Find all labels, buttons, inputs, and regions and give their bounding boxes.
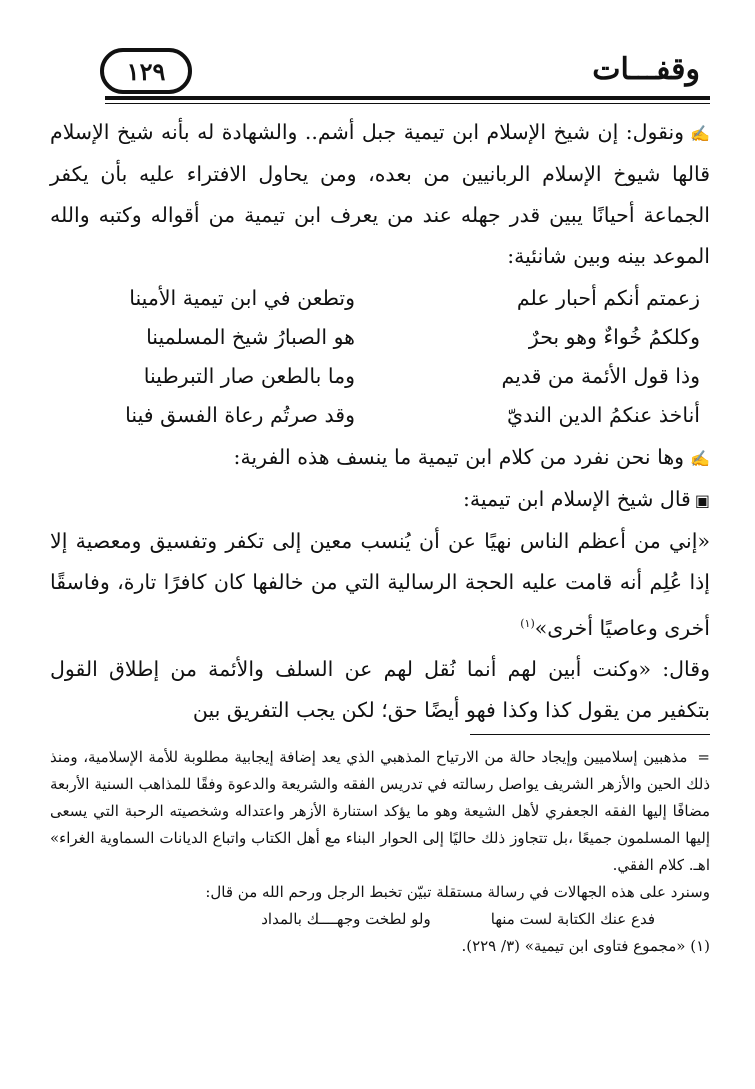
pen-icon: ✍ [690,449,710,468]
paragraph-1 [50,112,710,277]
footnote-1 [50,933,710,960]
verse-second-half: هو الصبارُ شيخ المسلمينا [146,325,355,349]
paragraph-3-text: قال شيخ الإسلام ابن تيمية: [462,487,691,511]
footnote-separator [470,734,710,735]
paragraph-3 [50,479,710,521]
verse-first-half: فدع عنك الكتابة لست منها [490,910,655,928]
page-number-text: ١٢٩ [126,56,166,86]
page-number [100,48,192,94]
poem-verse [50,396,710,435]
verse-first-half: وكلكمُ خُواءٌ وهو بحرٌ [528,325,700,349]
header-rule [105,96,710,100]
quote-paragraph [50,521,710,649]
pen-icon: ✍ [690,124,710,143]
footnote-ref: (١) [520,617,535,630]
footnote-1-text: (١) «مجموع فتاوى ابن تيمية» (٣/ ٢٢٩). [461,937,710,955]
verse-second-half: ولو لطخت وجهــــك بالمداد [261,910,431,928]
poem-verse [50,279,710,318]
footnote-reply [50,879,710,906]
paragraph-2 [50,437,710,479]
quote-text: «إني من أعظم الناس نهيًا عن أن يُنسب معين إلى تكفر وتفسيق ومعصية إلا إذا عُلِم أنه قامت عليه الحجة الرسالية التي من خالفها كان كافرًا تارة، وفاسقًا أخرى وعاصيًا أخرى» [50,529,710,640]
poem [50,279,710,435]
header-rule-thin [105,103,710,104]
verse-second-half: وتطعن في ابن تيمية الأمينا [129,286,355,310]
verse-first-half: أناخذ عنكمُ الدين النديّ [507,403,700,427]
verse-first-half: زعمتم أنكم أحبار علم [516,286,700,310]
footnotes [50,744,710,960]
footnote-continuation [50,744,710,879]
footnote-continuation-text: مذهبين إسلاميين وإيجاد حالة من الارتياح المذهبي الذي يعد إضافة إيجابية مطلوبة للأمة الإسلامية، ومنذ ذلك الحين والأزهر الشريف يواصل رسالته في تدريس الفقه والشريعة والدعوة وفقًا للمذاهب السنية الأربعة مضافًا إليها الفقه الجعفري لأهل الشيعة وهو ما يؤكد استنارة الأزهر واعتداله وشخصيته الرحبة التي يسعى إليها المسلمون جميعًا ،بل تتجاوز ذلك حاليًا إلى الحوار البناء مع أهل الكتاب واتباع الديانات السماوية الغراء» اهـ. كلام الفقي. [50,748,710,874]
continuation-marker: = [697,748,710,766]
verse-second-half: وقد صرتُم رعاة الفسق فينا [125,403,355,427]
book-icon: ▣ [694,491,710,510]
footnote-verse [50,906,710,933]
paragraph-1-text: ونقول: إن شيخ الإسلام ابن تيمية جبل أشم.. والشهادة له بأنه شيخ الإسلام قالها شيوخ الإسلام الربانيين من بعده، ومن يحاول الافتراء عليه بأن يكفر الجماعة أحيانًا يبين قدر جهله عند من يعرف ابن تيمية من أقواله وكتبه والله الموعد بينه وبين شانئية: [50,120,710,268]
verse-first-half: وذا قول الأئمة من قديم [501,364,700,388]
poem-verse [50,318,710,357]
paragraph-2-text: وها نحن نفرد من كلام ابن تيمية ما ينسف هذه الفرية: [233,445,685,469]
paragraph-5-text: وقال: «وكنت أبين لهم أنما نُقل لهم عن السلف والأئمة من إطلاق القول بتكفير من يقول كذا وكذا فهو أيضًا حق؛ لكن يجب التفريق بين [50,656,710,722]
running-title: وقفـــات [592,52,700,87]
main-text [50,112,710,731]
verse-second-half: وما بالطعن صار التبرطينا [143,364,355,388]
poem-verse [50,357,710,396]
footnote-reply-text: وسنرد على هذه الجهالات في رسالة مستقلة تبيّن تخبط الرجل ورحم الله من قال: [205,883,710,901]
paragraph-5 [50,649,710,731]
